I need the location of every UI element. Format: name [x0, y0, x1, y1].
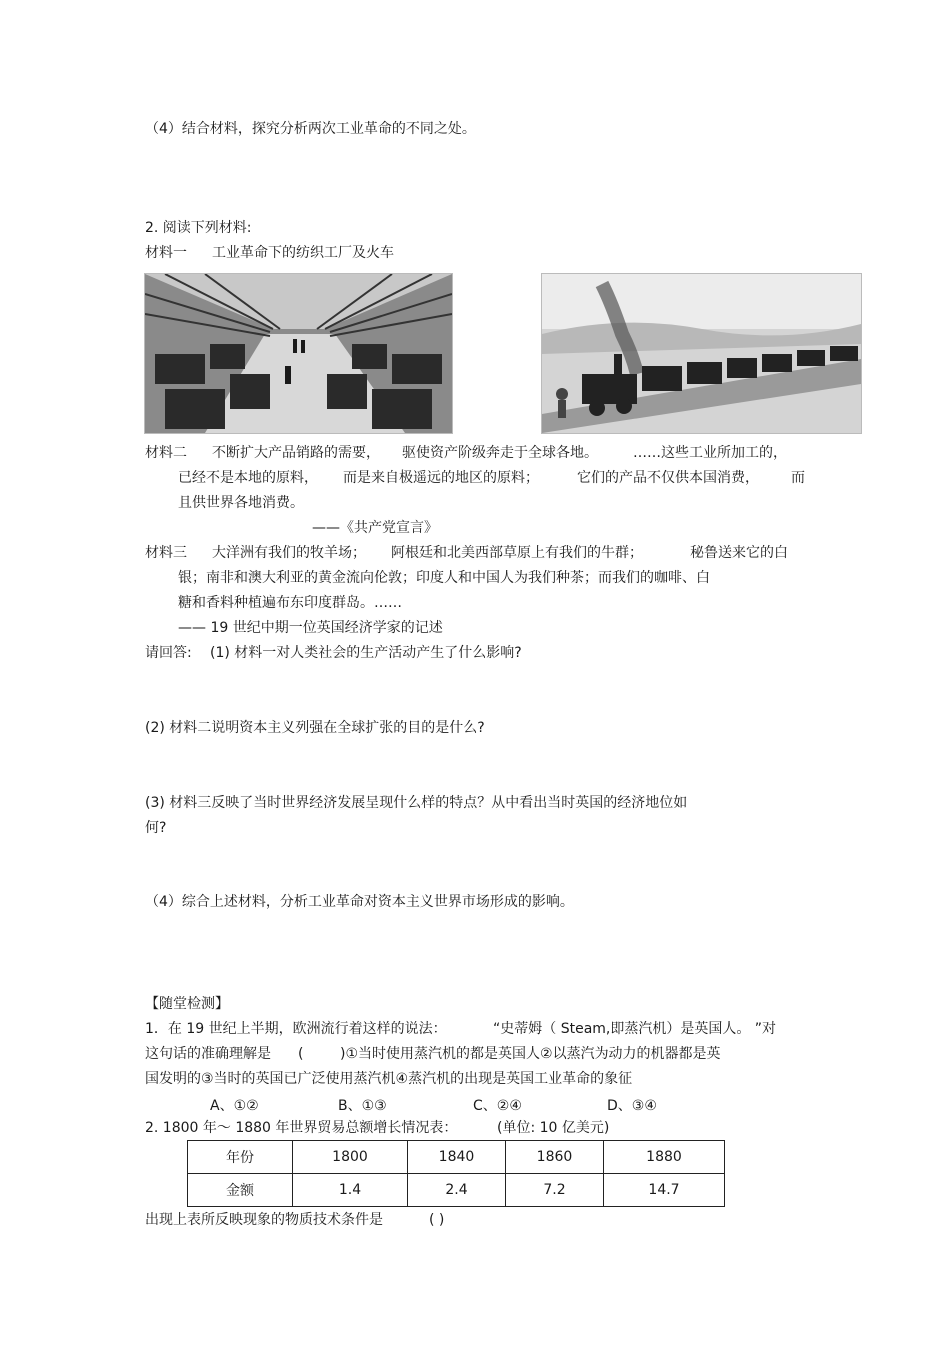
option-a: A、①②: [210, 1098, 259, 1114]
material-2-source: ——《共产党宣言》: [312, 520, 438, 536]
check-question-2: 2. 1800 年～ 1880 年世界贸易总额增长情况表：: [145, 1120, 458, 1136]
trade-table: [187, 1140, 725, 1207]
question-4: （4）综合上述材料，分析工业革命对资本主义世界市场形成的影响。: [145, 894, 574, 910]
question-3: 何?: [145, 820, 167, 836]
table-cell: 1800: [293, 1141, 408, 1174]
material-3-text: 大洋洲有我们的牧羊场；: [212, 545, 366, 561]
question-3: (3) 材料三反映了当时世界经济发展呈现什么样的特点？从中看出当时英国的经济地位如: [145, 795, 688, 811]
material-2-text: 而: [791, 470, 805, 486]
material-2-text: 不断扩大产品销路的需要，: [212, 445, 380, 461]
material-2-text: 而是来自极遥远的地区的原料；: [343, 470, 539, 486]
table-cell: 14.7: [604, 1174, 725, 1207]
check-heading: 【随堂检测】: [145, 996, 229, 1012]
material-3-text: 阿根廷和北美西部草原上有我们的牛群；: [391, 545, 643, 561]
material-2-text: ……这些工业所加工的，: [633, 445, 787, 461]
section-heading: 2. 阅读下列材料:: [145, 220, 252, 236]
table-row: [188, 1141, 725, 1174]
material-3-text: 银；南非和澳大利亚的黄金流向伦敦；印度人和中国人为我们种茶；而我们的咖啡、白: [178, 570, 710, 586]
table-cell: 1860: [506, 1141, 604, 1174]
check-question-2-stem: 出现上表所反映现象的物质技术条件是: [145, 1212, 383, 1228]
table-cell: 1840: [408, 1141, 506, 1174]
material-3-source: —— 19 世纪中期一位英国经济学家的记述: [178, 620, 443, 636]
material-1-label: 材料一: [145, 245, 187, 261]
question-1: (1) 材料一对人类社会的生产活动产生了什么影响?: [210, 645, 522, 661]
material-3-label: 材料三: [145, 545, 187, 561]
table-cell: 1880: [604, 1141, 725, 1174]
material-1-title: 工业革命下的纺织工厂及火车: [212, 245, 394, 261]
material-2-label: 材料二: [145, 445, 187, 461]
material-3-text: 秘鲁送来它的白: [690, 545, 788, 561]
textile-factory-photo: [144, 273, 453, 434]
table-cell: 2.4: [408, 1174, 506, 1207]
material-2-text: 已经不是本地的原料，: [178, 470, 318, 486]
question-4-top: （4）结合材料，探究分析两次工业革命的不同之处。: [145, 121, 476, 137]
unit-note: (单位: 10 亿美元): [497, 1120, 610, 1136]
table-cell: 年份: [188, 1141, 293, 1174]
table-cell: 金额: [188, 1174, 293, 1207]
answer-blank: (: [298, 1046, 304, 1062]
table-cell: 1.4: [293, 1174, 408, 1207]
option-b: B、①③: [338, 1098, 387, 1114]
check-question-1: 国发明的③当时的英国已广泛使用蒸汽机④蒸汽机的出现是英国工业革命的象征: [145, 1071, 633, 1087]
material-2-text: 且供世界各地消费。: [178, 495, 304, 511]
check-question-1: “史蒂姆（ Steam,即蒸汽机）是英国人。 ”对: [493, 1021, 777, 1037]
answer-blank: ( ): [429, 1212, 445, 1228]
steam-train-photo: [541, 273, 862, 434]
check-question-1: 1．在 19 世纪上半期，欧洲流行着这样的说法：: [145, 1021, 447, 1037]
table-cell: 7.2: [506, 1174, 604, 1207]
answer-prompt: 请回答:: [145, 645, 192, 661]
check-question-1: )①当时使用蒸汽机的都是英国人②以蒸汽为动力的机器都是英: [340, 1046, 721, 1062]
check-question-1: 这句话的准确理解是: [145, 1046, 271, 1062]
table-row: [188, 1174, 725, 1207]
material-2-text: 它们的产品不仅供本国消费，: [577, 470, 759, 486]
material-2-text: 驱使资产阶级奔走于全球各地。: [402, 445, 598, 461]
option-d: D、③④: [607, 1098, 657, 1114]
option-c: C、②④: [473, 1098, 522, 1114]
question-2: (2) 材料二说明资本主义列强在全球扩张的目的是什么?: [145, 720, 485, 736]
material-3-text: 糖和香料种植遍布东印度群岛。……: [178, 595, 402, 611]
